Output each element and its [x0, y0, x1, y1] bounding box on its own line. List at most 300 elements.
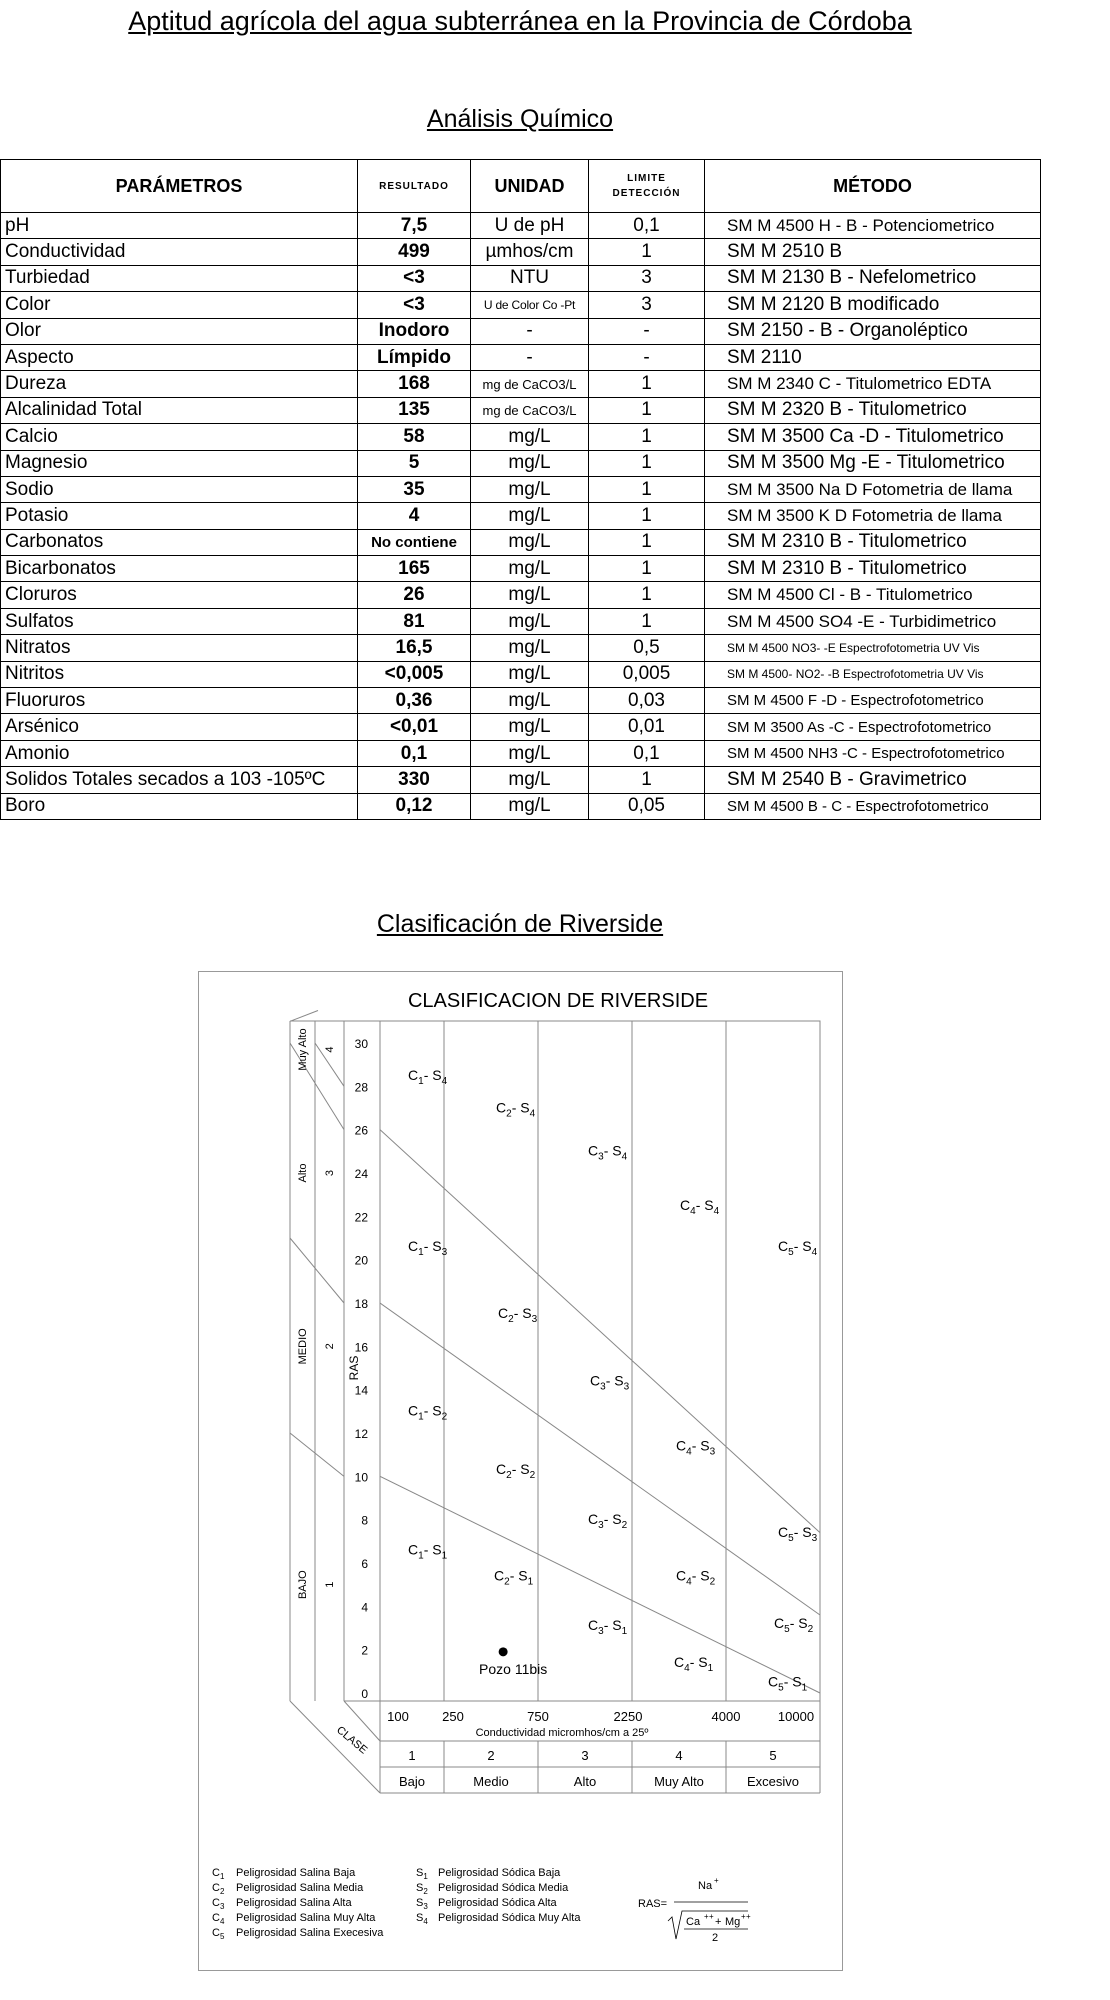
zone-prefix: - S — [793, 1238, 812, 1254]
result-cell: 165 — [358, 556, 471, 582]
table-row — [1, 767, 1041, 793]
limit-cell: 0,01 — [589, 714, 705, 740]
result-cell: 0,36 — [358, 688, 471, 714]
zone-prefix: C — [774, 1615, 785, 1631]
zone-label — [778, 1524, 818, 1544]
unit-cell: mg de CaCO3/L — [471, 397, 589, 423]
limit-cell: 0,5 — [589, 635, 705, 661]
zone-subscript: 3 — [600, 1381, 606, 1393]
table-row — [1, 318, 1041, 344]
zone-subscript: 4 — [713, 1205, 720, 1217]
zone-prefix: C — [408, 1541, 419, 1558]
boundary-s2-s3 — [380, 1303, 820, 1615]
method-cell: SM M 2120 B modificado — [705, 292, 1041, 318]
legend-c-sub: 1 — [219, 1872, 225, 1881]
conductivity-class-name: Muy Alto — [654, 1774, 704, 1789]
formula-mg: Mg — [725, 1916, 741, 1928]
conductivity-class-number: 4 — [675, 1748, 683, 1763]
unit-cell: mg/L — [471, 793, 589, 819]
unit-cell: mg/L — [471, 740, 589, 766]
limit-cell: 0,1 — [589, 740, 705, 766]
zone-subscript: 5 — [788, 1247, 794, 1258]
limit-cell: 3 — [589, 265, 705, 291]
zone-subscript: 1 — [418, 1075, 424, 1087]
zone-label — [408, 1067, 448, 1087]
band-boundary — [290, 1011, 318, 1022]
legend-c-letter: C — [212, 1912, 220, 1924]
zone-prefix: C — [494, 1567, 505, 1584]
table-row — [1, 608, 1041, 634]
y-tick-label: 20 — [354, 1253, 368, 1268]
zone-subscript: 1 — [527, 1576, 534, 1588]
result-cell: 35 — [358, 476, 471, 502]
param-cell: Potasio — [1, 503, 358, 529]
result-cell: 168 — [358, 371, 471, 397]
legend-c-text: Peligrosidad Salina Media — [236, 1882, 364, 1894]
zone-prefix: - S — [423, 1402, 442, 1419]
sodium-class-number: 2 — [324, 1343, 336, 1350]
zone-subscript: 2 — [807, 1624, 814, 1635]
param-cell: Sodio — [1, 476, 358, 502]
legend-s-item — [416, 1897, 558, 1911]
table-row — [1, 529, 1041, 555]
zone-prefix: C — [588, 1511, 599, 1527]
data-point-label: Pozo 11bis — [479, 1660, 548, 1677]
plot-area — [380, 1021, 820, 1701]
unit-cell: mg/L — [471, 450, 589, 476]
legend-c-item — [212, 1927, 384, 1941]
zone-subscript: 2 — [441, 1411, 448, 1423]
table-row — [1, 397, 1041, 423]
param-cell: Carbonatos — [1, 529, 358, 555]
sodium-class-name: MEDIO — [297, 1328, 309, 1365]
method-cell: SM M 4500 B - C - Espectrofotometrico — [705, 793, 1041, 819]
zone-subscript: 2 — [504, 1576, 510, 1588]
zone-label — [778, 1238, 818, 1258]
zone-subscript: 4 — [684, 1663, 690, 1674]
param-cell: Sulfatos — [1, 608, 358, 634]
zone-subscript: 3 — [598, 1520, 604, 1531]
param-cell: Aspecto — [1, 344, 358, 370]
table-body — [1, 213, 1041, 820]
y-tick-label: 10 — [354, 1470, 368, 1485]
method-cell: SM M 3500 Na D Fotometria de llama — [705, 476, 1041, 502]
y-tick-label: 18 — [354, 1297, 368, 1311]
limit-header — [589, 160, 705, 213]
formula-ca-charge2: + — [709, 1912, 714, 1921]
legend-c-letter: C — [212, 1927, 220, 1939]
legend-c-item — [212, 1882, 364, 1896]
param-cell: Arsénico — [1, 714, 358, 740]
sodium-class-name: BAJO — [297, 1570, 309, 1600]
sodium-class-number: 4 — [324, 1046, 336, 1053]
conductivity-class-number: 2 — [487, 1748, 495, 1763]
sodium-class-number: 1 — [324, 1581, 336, 1588]
legend-s-item — [416, 1912, 581, 1926]
method-cell: SM M 3500 Mg -E - Titulometrico — [705, 450, 1041, 476]
table-row — [1, 476, 1041, 502]
param-cell: Dureza — [1, 371, 358, 397]
param-cell: Solidos Totales secados a 103 -105ºC — [1, 767, 358, 793]
zone-subscript: 4 — [441, 1075, 448, 1087]
zone-subscript: 5 — [784, 1624, 790, 1635]
param-cell: Turbiedad — [1, 265, 358, 291]
param-cell: pH — [1, 213, 358, 239]
zone-prefix: - S — [423, 1238, 442, 1254]
data-point — [499, 1647, 508, 1656]
zone-subscript: 4 — [529, 1108, 536, 1120]
boundary-s3-s4 — [380, 1130, 820, 1533]
method-cell: SM M 2320 B - Titulometrico — [705, 397, 1041, 423]
x-tick-label: 750 — [527, 1709, 549, 1724]
method-cell: SM M 2310 B - Titulometrico — [705, 556, 1041, 582]
legend-c-letter: C — [212, 1882, 220, 1894]
zone-subscript: 1 — [418, 1247, 424, 1258]
zone-prefix: - S — [511, 1461, 530, 1478]
zone-prefix: C — [674, 1654, 685, 1670]
param-cell: Alcalinidad Total — [1, 397, 358, 423]
sodium-class-number: 3 — [324, 1169, 336, 1177]
result-cell: <0,01 — [358, 714, 471, 740]
zone-prefix: - S — [511, 1099, 530, 1116]
zone-subscript: 3 — [598, 1626, 604, 1638]
method-cell: SM M 3500 As -C - Espectrofotometrico — [705, 714, 1041, 740]
zone-prefix: C — [408, 1402, 419, 1419]
unit-cell: mg/L — [471, 476, 589, 502]
zone-label — [590, 1372, 630, 1392]
zone-label — [588, 1143, 628, 1163]
result-cell: 26 — [358, 582, 471, 608]
table-header-row — [1, 160, 1041, 213]
zone-subscript: 1 — [441, 1550, 448, 1562]
legend-s-letter: S — [416, 1897, 424, 1909]
x-tick-label: 250 — [442, 1709, 464, 1724]
legend-s-sub: 2 — [423, 1887, 428, 1896]
legend-s-text: Peligrosidad Sódica Muy Alta — [438, 1912, 581, 1924]
limit-cell: 1 — [589, 424, 705, 450]
table-row — [1, 239, 1041, 265]
zone-subscript: 2 — [506, 1108, 512, 1120]
legend-c-item — [212, 1867, 356, 1881]
legend-s-item — [416, 1867, 561, 1881]
result-cell: 5 — [358, 450, 471, 476]
legend-c-sub: 2 — [219, 1887, 225, 1896]
zone-prefix: C — [778, 1524, 789, 1540]
legend-s-sub: 3 — [423, 1902, 428, 1911]
param-cell: Nitratos — [1, 635, 358, 661]
method-cell: SM M 3500 Ca -D - Titulometrico — [705, 424, 1041, 450]
legend-s-sub: 4 — [423, 1917, 428, 1926]
result-cell: 4 — [358, 503, 471, 529]
formula-numerator-charge: + — [714, 1876, 719, 1885]
legend-c-text: Peligrosidad Salina Alta — [236, 1897, 352, 1909]
zone-label — [680, 1197, 720, 1217]
unit-cell: NTU — [471, 265, 589, 291]
zone-prefix: C — [408, 1066, 419, 1083]
method-cell: SM M 4500 NO3- -E Espectrofotometria UV Vis — [705, 635, 1041, 661]
chemical-analysis-heading: Análisis Químico — [426, 105, 614, 133]
legend-c-letter: C — [212, 1867, 220, 1879]
result-cell: 7,5 — [358, 213, 471, 239]
zone-subscript: 4 — [686, 1576, 692, 1588]
zone-prefix: - S — [789, 1615, 808, 1631]
result-cell: <0,005 — [358, 661, 471, 687]
zone-subscript: 4 — [811, 1247, 818, 1258]
x-tick-label: 10000 — [777, 1709, 815, 1724]
legend-s-sub: 1 — [423, 1872, 428, 1881]
table-row — [1, 582, 1041, 608]
table-row — [1, 265, 1041, 291]
method-cell: SM M 2130 B - Nefelometrico — [705, 265, 1041, 291]
table-row — [1, 450, 1041, 476]
legend-c-item — [212, 1897, 352, 1911]
param-cell: Magnesio — [1, 450, 358, 476]
method-cell: SM M 4500 SO4 -E - Turbidimetrico — [705, 608, 1041, 634]
limit-cell: 1 — [589, 582, 705, 608]
formula-ca-charge: + — [704, 1912, 709, 1921]
y-tick-label: 30 — [354, 1037, 368, 1051]
zone-subscript: 3 — [441, 1247, 448, 1258]
zone-subscript: 3 — [709, 1446, 716, 1458]
method-cell: SM M 2510 B — [705, 239, 1041, 265]
param-header: PARÁMETROS — [1, 160, 358, 213]
zone-label — [498, 1305, 538, 1325]
conductivity-class-number: 1 — [408, 1748, 416, 1763]
zone-subscript: 2 — [529, 1470, 536, 1482]
legend-c-text: Peligrosidad Salina Muy Alta — [236, 1912, 376, 1924]
zone-subscript: 1 — [418, 1550, 424, 1562]
result-cell: Límpido — [358, 344, 471, 370]
x-tick-label: 4000 — [711, 1709, 741, 1724]
x-axis-label: Conductividad micromhos/cm a 25º — [475, 1727, 649, 1739]
limit-cell: 1 — [589, 450, 705, 476]
y-tick-label: 26 — [354, 1123, 368, 1138]
zone-prefix: - S — [783, 1673, 802, 1690]
table-row — [1, 635, 1041, 661]
result-cell: No contiene — [358, 529, 471, 555]
unit-cell: mg de CaCO3/L — [471, 371, 589, 397]
conductivity-class-number: 5 — [769, 1748, 777, 1763]
table-row — [1, 740, 1041, 766]
unit-cell: U de Color Co -Pt — [471, 292, 589, 318]
formula-lhs: RAS= — [638, 1898, 668, 1910]
table-row — [1, 424, 1041, 450]
zone-subscript: 5 — [788, 1533, 794, 1544]
limit-cell: 0,03 — [589, 688, 705, 714]
zone-subscript: 4 — [686, 1446, 692, 1458]
method-cell: SM M 4500 NH3 -C - Espectrofotometrico — [705, 740, 1041, 766]
unit-cell: µmhos/cm — [471, 239, 589, 265]
band-boundary — [290, 1433, 344, 1476]
zone-prefix: C — [588, 1617, 599, 1634]
legend-s-item — [416, 1882, 569, 1896]
unit-cell: mg/L — [471, 688, 589, 714]
method-cell: SM M 4500- NO2- -B Espectrofotometria UV Vis — [705, 661, 1041, 687]
zone-label — [496, 1461, 536, 1481]
zone-prefix: - S — [695, 1196, 714, 1213]
limit-cell: 0,05 — [589, 793, 705, 819]
legend-s-letter: S — [416, 1867, 424, 1879]
unit-cell: mg/L — [471, 767, 589, 793]
table-row — [1, 793, 1041, 819]
y-tick-label: 16 — [354, 1340, 368, 1355]
zone-prefix: C — [498, 1305, 509, 1322]
result-cell: 58 — [358, 424, 471, 450]
result-cell: <3 — [358, 292, 471, 318]
formula-plus: + — [715, 1916, 722, 1928]
zone-prefix: - S — [509, 1567, 528, 1584]
zone-prefix: C — [496, 1461, 507, 1478]
zone-label — [494, 1567, 534, 1587]
result-cell: 81 — [358, 608, 471, 634]
method-cell: SM 2150 - B - Organoléptico — [705, 318, 1041, 344]
param-cell: Fluoruros — [1, 688, 358, 714]
zone-prefix: C — [676, 1437, 687, 1454]
method-cell: SM M 3500 K D Fotometria de llama — [705, 503, 1041, 529]
riverside-heading: Clasificación de Riverside — [376, 910, 664, 938]
method-cell: SM M 2310 B - Titulometrico — [705, 529, 1041, 555]
unit-cell: mg/L — [471, 608, 589, 634]
zone-subscript: 1 — [707, 1663, 714, 1674]
y-tick-label: 8 — [361, 1513, 368, 1528]
zone-subscript: 1 — [418, 1411, 424, 1423]
zone-label — [408, 1238, 448, 1258]
zone-subscript: 5 — [778, 1682, 784, 1694]
zone-label — [768, 1674, 808, 1694]
zone-prefix: C — [778, 1238, 789, 1254]
x-tick-label: 100 — [387, 1709, 409, 1724]
result-cell: 499 — [358, 239, 471, 265]
y-tick-label: 6 — [361, 1557, 368, 1571]
y-tick-label: 12 — [354, 1427, 368, 1441]
zone-prefix: - S — [689, 1654, 708, 1670]
conductivity-class-name: Excesivo — [746, 1774, 800, 1789]
unit-cell: mg/L — [471, 503, 589, 529]
zone-prefix: C — [590, 1372, 601, 1389]
result-cell: 330 — [358, 767, 471, 793]
boundary-s1-s2 — [380, 1476, 820, 1693]
legend-s-letter: S — [416, 1912, 424, 1924]
result-cell: 16,5 — [358, 635, 471, 661]
band-boundary — [290, 1238, 344, 1303]
y-tick-label: 14 — [354, 1383, 368, 1398]
formula-ca: Ca — [686, 1916, 701, 1928]
unit-cell: mg/L — [471, 582, 589, 608]
zone-label — [496, 1099, 536, 1119]
zone-subscript: 2 — [506, 1470, 512, 1482]
limit-cell: 1 — [589, 239, 705, 265]
legend-s-text: Peligrosidad Sódica Baja — [438, 1867, 561, 1879]
param-cell: Calcio — [1, 424, 358, 450]
y-tick-label: 24 — [354, 1167, 368, 1181]
zone-subscript: 3 — [531, 1314, 538, 1326]
table-row — [1, 292, 1041, 318]
limit-cell: 3 — [589, 292, 705, 318]
unit-cell: - — [471, 318, 589, 344]
x-tick-label: 2250 — [613, 1709, 643, 1724]
result-cell: 135 — [358, 397, 471, 423]
table-row — [1, 371, 1041, 397]
y-tick-label: 22 — [354, 1210, 368, 1225]
zone-prefix: C — [496, 1099, 507, 1116]
result-cell: <3 — [358, 265, 471, 291]
sodium-class-name: Muy Alto — [297, 1028, 309, 1071]
conductivity-class-name: Medio — [473, 1774, 509, 1789]
method-cell: SM M 4500 Cl - B - Titulometrico — [705, 582, 1041, 608]
limit-cell: 1 — [589, 476, 705, 502]
zone-prefix: - S — [793, 1524, 812, 1540]
zone-prefix: C — [676, 1567, 687, 1584]
unit-header: UNIDAD — [471, 160, 589, 213]
zone-subscript: 3 — [623, 1381, 630, 1393]
y-tick-label: 0 — [361, 1687, 368, 1701]
limit-cell: 1 — [589, 529, 705, 555]
zone-prefix: - S — [691, 1567, 710, 1584]
conductivity-class-number: 3 — [581, 1748, 589, 1763]
zone-subscript: 1 — [801, 1682, 808, 1694]
zone-label — [408, 1541, 448, 1561]
unit-cell: mg/L — [471, 661, 589, 687]
table-row — [1, 688, 1041, 714]
zone-label — [674, 1654, 714, 1674]
page-title: Aptitud agrícola del agua subterránea en la Provincia de Córdoba — [128, 6, 912, 36]
chart-title: CLASIFICACION DE RIVERSIDE — [407, 990, 709, 1012]
unit-cell: mg/L — [471, 635, 589, 661]
zone-prefix: C — [680, 1196, 691, 1213]
zone-subscript: 1 — [621, 1626, 628, 1638]
param-cell: Color — [1, 292, 358, 318]
limit-cell: 0,1 — [589, 213, 705, 239]
result-cell: 0,1 — [358, 740, 471, 766]
zone-prefix: - S — [603, 1511, 622, 1527]
zone-subscript: 4 — [621, 1151, 628, 1163]
table-row — [1, 213, 1041, 239]
table-row — [1, 661, 1041, 687]
limit-cell: - — [589, 318, 705, 344]
legend-c-sub: 4 — [219, 1917, 225, 1926]
param-cell: Nitritos — [1, 661, 358, 687]
legend-c-text: Peligrosidad Salina Execesiva — [236, 1927, 384, 1939]
zone-subscript: 2 — [709, 1576, 716, 1588]
limit-cell: 1 — [589, 608, 705, 634]
param-cell: Boro — [1, 793, 358, 819]
chemical-analysis-table — [0, 159, 1041, 820]
formula-mg-charge: + — [741, 1912, 746, 1921]
unit-cell: mg/L — [471, 529, 589, 555]
method-cell: SM 2110 — [705, 344, 1041, 370]
method-cell: SM M 4500 F -D - Espectrofotometrico — [705, 688, 1041, 714]
limit-cell: 0,005 — [589, 661, 705, 687]
legend-c-sub: 3 — [219, 1902, 225, 1911]
limit-cell: 1 — [589, 767, 705, 793]
zone-subscript: 3 — [811, 1533, 818, 1544]
y-tick-label: 2 — [361, 1643, 368, 1658]
unit-cell: mg/L — [471, 714, 589, 740]
limit-cell: 1 — [589, 371, 705, 397]
method-header: MÉTODO — [705, 160, 1041, 213]
param-cell: Conductividad — [1, 239, 358, 265]
zone-subscript: 3 — [598, 1151, 604, 1163]
zone-prefix: C — [768, 1673, 779, 1690]
limit-header-line2: DETECCIÓN — [612, 188, 681, 199]
zone-label — [408, 1403, 448, 1423]
table-row — [1, 556, 1041, 582]
formula-numerator: Na — [698, 1880, 713, 1892]
method-cell: SM M 2540 B - Gravimetrico — [705, 767, 1041, 793]
legend-c-text: Peligrosidad Salina Baja — [236, 1867, 356, 1879]
legend-c-letter: C — [212, 1897, 220, 1909]
limit-cell: 1 — [589, 503, 705, 529]
